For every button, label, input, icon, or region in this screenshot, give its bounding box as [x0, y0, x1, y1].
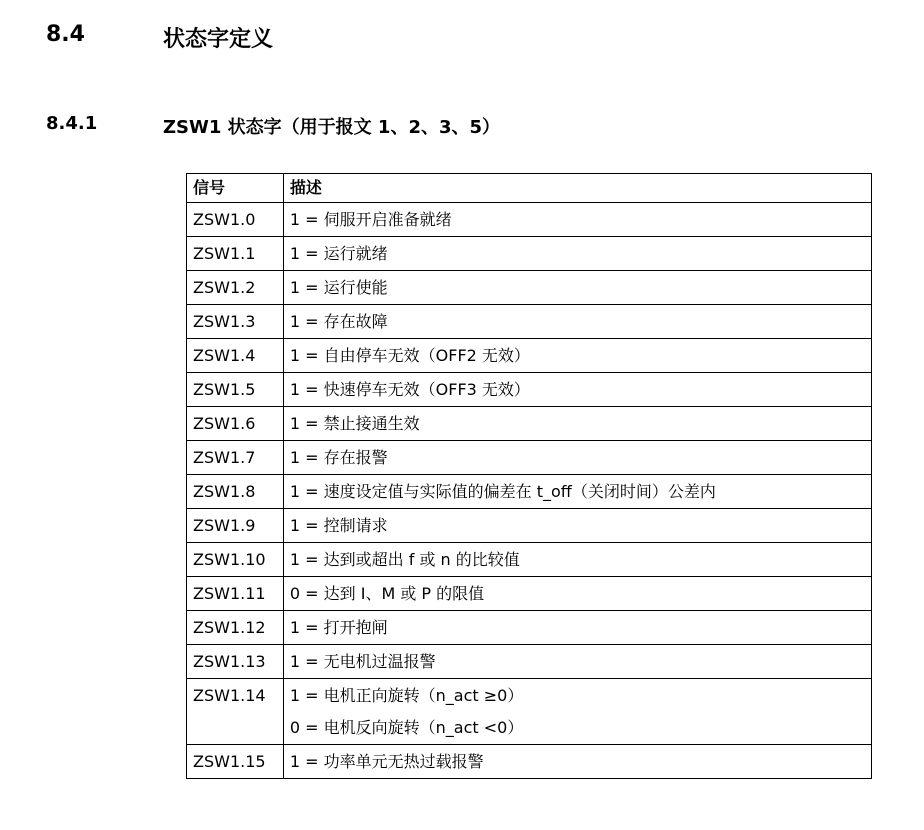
description-cell: 1 = 运行就绪: [283, 237, 871, 271]
table-row: [187, 407, 872, 441]
signal-cell: ZSW1.11: [187, 577, 284, 611]
table-row: [187, 441, 872, 475]
signal-cell: ZSW1.12: [187, 611, 284, 645]
description-cell: 1 = 自由停车无效（OFF2 无效）: [283, 339, 871, 373]
description-cell: 1 = 伺服开启准备就绪: [283, 203, 871, 237]
signal-cell: ZSW1.14: [187, 679, 284, 745]
description-cell: 1 = 运行使能: [283, 271, 871, 305]
table-row: [187, 745, 872, 779]
table-row: [187, 339, 872, 373]
description-cell: 0 = 达到 I、M 或 P 的限值: [283, 577, 871, 611]
subsection-title: ZSW1 状态字（用于报文 1、2、3、5）: [163, 117, 501, 138]
header-signal: 信号: [187, 174, 284, 203]
signal-cell: ZSW1.13: [187, 645, 284, 679]
signal-cell: ZSW1.0: [187, 203, 284, 237]
signal-cell: ZSW1.15: [187, 745, 284, 779]
description-cell: 1 = 禁止接通生效: [283, 407, 871, 441]
signal-cell: ZSW1.6: [187, 407, 284, 441]
section-number: 8.4: [46, 22, 85, 47]
signal-cell: ZSW1.2: [187, 271, 284, 305]
description-line: 1 = 电机正向旋转（n_act ≥0）: [289, 686, 524, 705]
signal-cell: ZSW1.4: [187, 339, 284, 373]
signal-cell: ZSW1.9: [187, 509, 284, 543]
signal-cell: ZSW1.1: [187, 237, 284, 271]
table-row: [187, 203, 872, 237]
table-body: [187, 203, 872, 779]
signal-cell: ZSW1.7: [187, 441, 284, 475]
table-row: [187, 305, 872, 339]
table-row: [187, 373, 872, 407]
subsection-number: 8.4.1: [46, 113, 98, 134]
table-row: [187, 577, 872, 611]
table-row: [187, 509, 872, 543]
table-row: [187, 237, 872, 271]
table-header-row: [187, 174, 872, 203]
section-title: 状态字定义: [163, 27, 274, 52]
signal-cell: ZSW1.5: [187, 373, 284, 407]
signal-cell: ZSW1.10: [187, 543, 284, 577]
table-row: [187, 611, 872, 645]
signal-cell: ZSW1.3: [187, 305, 284, 339]
description-cell: 1 = 控制请求: [283, 509, 871, 543]
description-cell: 1 = 快速停车无效（OFF3 无效）: [283, 373, 871, 407]
table-row: [187, 475, 872, 509]
table-row: [187, 679, 872, 745]
description-cell: 1 = 速度设定值与实际值的偏差在 t_off（关闭时间）公差内: [283, 475, 871, 509]
header-description: 描述: [283, 174, 871, 203]
description-cell: 1 = 功率单元无热过载报警: [283, 745, 871, 779]
table-row: [187, 543, 872, 577]
table-row: [187, 271, 872, 305]
description-cell: [283, 679, 871, 745]
description-cell: 1 = 存在报警: [283, 441, 871, 475]
description-cell: 1 = 打开抱闸: [283, 611, 871, 645]
description-cell: 1 = 达到或超出 f 或 n 的比较值: [283, 543, 871, 577]
status-word-table: [186, 173, 872, 779]
description-cell: 1 = 无电机过温报警: [283, 645, 871, 679]
table-row: [187, 645, 872, 679]
signal-cell: ZSW1.8: [187, 475, 284, 509]
description-cell: 1 = 存在故障: [283, 305, 871, 339]
description-line: 0 = 电机反向旋转（n_act <0）: [289, 718, 524, 737]
